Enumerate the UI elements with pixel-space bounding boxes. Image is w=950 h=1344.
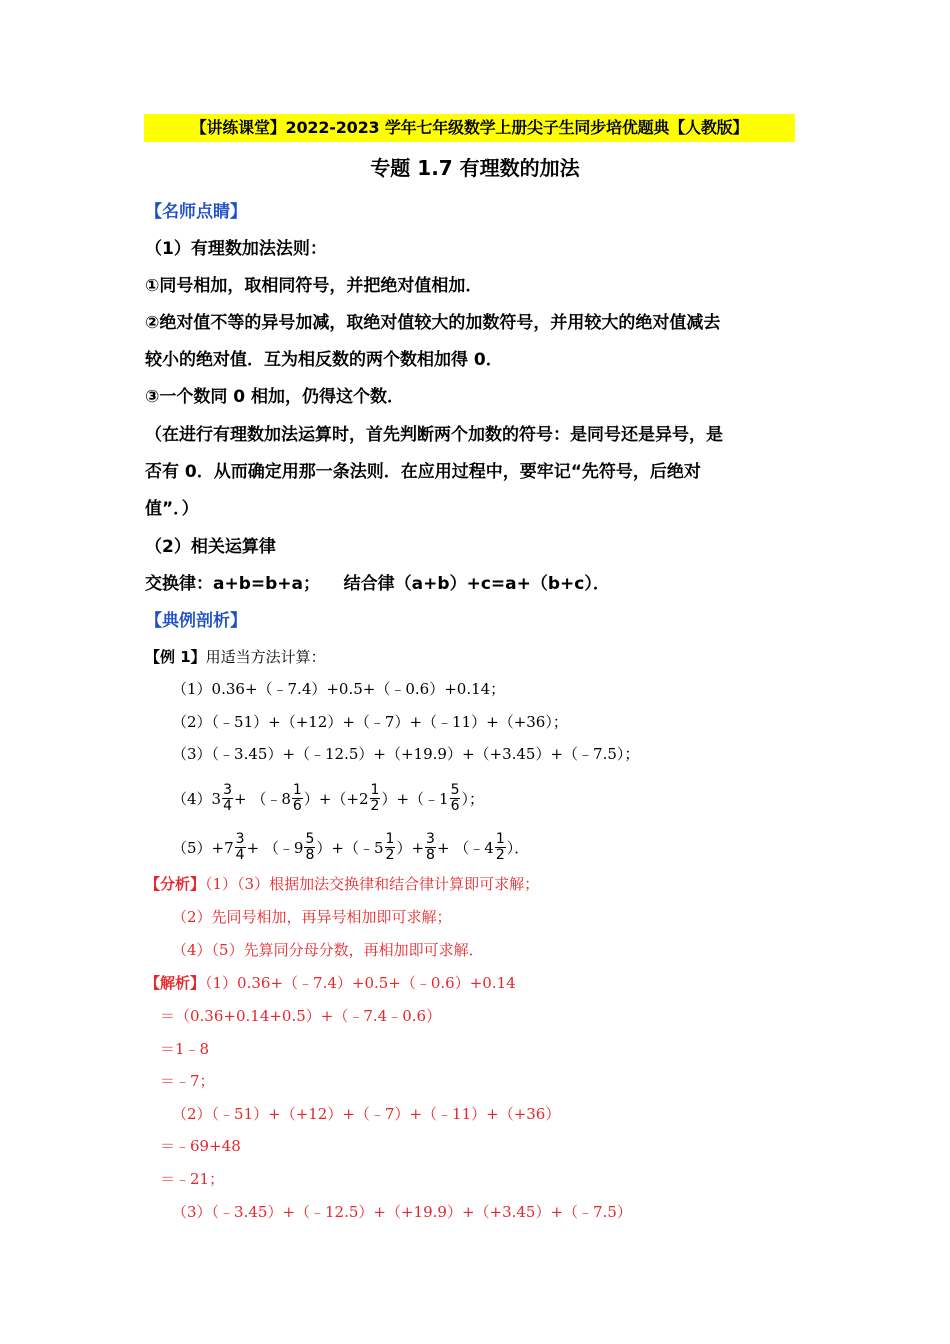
q5-fraction-5: $\frac{1}{2}$ [495, 830, 505, 863]
analysis-line-3: （4）（5）先算同分母分数，再相加即可求解． [172, 941, 484, 959]
section-teacher-notes: 【名师点睛】 [145, 202, 247, 222]
note-line-2: ①同号相加，取相同符号，并把绝对值相加． [145, 276, 483, 296]
note-line-5: ③一个数同 0 相加，仍得这个数． [145, 387, 405, 407]
solution-line-4: ＝﹣7； [160, 1072, 215, 1090]
solution-line-6: ＝﹣69+48 [160, 1137, 241, 1155]
question-3: （3）（﹣3.45）+（﹣12.5）+（+19.9）+（+3.45）+（﹣7.5）； [172, 745, 640, 763]
example-1-prompt: 用适当方法计算： [205, 648, 326, 666]
example-1-tag: 【例 1】 [145, 648, 206, 666]
question-2: （2）（﹣51）+（+12）+（﹣7）+（﹣11）+（+36）； [172, 713, 568, 731]
note-line-4: 较小的绝对值．互为相反数的两个数相加得 0． [145, 350, 503, 370]
solution-line-5: （2）（﹣51）+（+12）+（﹣7）+（﹣11）+（+36） [172, 1105, 561, 1123]
question-1: （1）0.36+（﹣7.4）+0.5+（﹣0.6）+0.14； [172, 680, 506, 698]
q5-part-4: ）+ [396, 838, 425, 857]
solution-line-2: ＝（0.36+0.14+0.5）+（﹣7.4﹣0.6） [160, 1007, 442, 1025]
example-1-header [145, 646, 326, 668]
note-line-1: （1）有理数加法法则： [145, 239, 327, 259]
q4-fraction-2: $\frac{1}{6}$ [292, 781, 302, 814]
solution-tag: 【解析】 [145, 974, 206, 992]
note-line-7: 否有 0．从而确定用那一条法则．在应用过程中，要牢记“先符号，后绝对 [145, 462, 701, 482]
note-line-6: （在进行有理数加法运算时，首先判断两个加数的符号：是同号还是异号，是 [145, 425, 723, 445]
q5-part-5: + （﹣4 [436, 838, 494, 857]
q5-fraction-1: $\frac{3}{4}$ [235, 830, 245, 863]
analysis-tag: 【分析】 [145, 875, 206, 893]
q5-prefix: （5）+7 [172, 838, 234, 857]
q4-fraction-1: $\frac{3}{4}$ [223, 781, 233, 814]
q5-suffix: ）． [506, 838, 530, 857]
solution-line-1: 【解析】（1）0.36+（﹣7.4）+0.5+（﹣0.6）+0.14 [145, 974, 516, 992]
q5-part-2: + （﹣9 [246, 838, 304, 857]
analysis-line-2: （2）先同号相加，再异号相加即可求解； [172, 908, 452, 926]
note-line-3: ②绝对值不等的异号加减，取绝对值较大的加数符号，并用较大的绝对值减去 [145, 313, 721, 333]
series-banner: 【讲练课堂】2022-2023 学年七年级数学上册尖子生同步培优题典【人教版】 [144, 114, 795, 142]
q5-part-3: ）+（﹣5 [316, 838, 384, 857]
q5-fraction-2: $\frac{5}{8}$ [305, 830, 315, 863]
q5-fraction-3: $\frac{1}{2}$ [385, 830, 395, 863]
section-examples: 【典例剖析】 [145, 611, 247, 631]
q4-fraction-3: $\frac{1}{2}$ [370, 781, 380, 814]
note-line-8: 值”．） [145, 499, 199, 519]
note-line-10: 交换律：a+b=b+a； 结合律（a+b）+c=a+（b+c）． [145, 574, 610, 594]
analysis-line-1: 【分析】（1）（3）根据加法交换律和结合律计算即可求解； [145, 875, 540, 893]
q4-suffix: ）； [461, 789, 484, 808]
q4-part-4: ）+（﹣1 [381, 789, 449, 808]
solution-line-7: ＝﹣21； [160, 1170, 225, 1188]
q4-part-2: + （﹣8 [234, 789, 291, 808]
q4-prefix: （4）3 [172, 789, 222, 808]
q4-part-3: ）+（+2 [303, 789, 369, 808]
q5-fraction-4: $\frac{3}{8}$ [426, 830, 435, 863]
page-title: 专题 1.7 有理数的加法 [370, 156, 580, 180]
solution-line-3: ＝1﹣8 [160, 1040, 210, 1058]
question-5 [172, 825, 529, 869]
note-line-9: （2）相关运算律 [145, 537, 276, 557]
question-4 [172, 776, 484, 820]
solution-line-8: （3）（﹣3.45）+（﹣12.5）+（+19.9）+（+3.45）+（﹣7.5） [172, 1203, 632, 1221]
q4-fraction-4: $\frac{5}{6}$ [450, 781, 460, 814]
